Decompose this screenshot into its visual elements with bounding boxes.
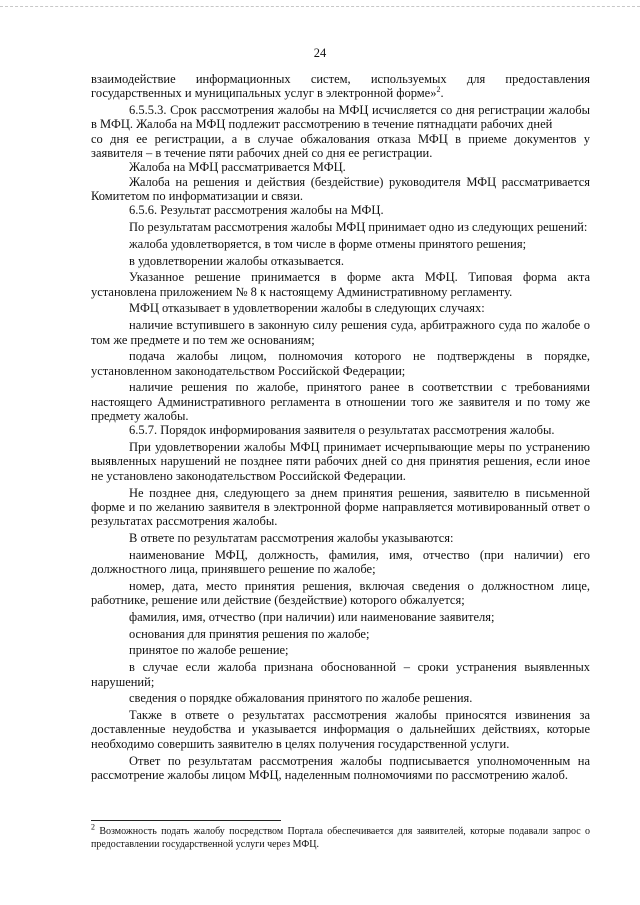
page-number: 24 [313, 46, 327, 60]
footnote [91, 822, 590, 851]
paragraph-refusal-cases: МФЦ отказывает в удовлетворении жалобы в следующих случаях: [129, 301, 485, 316]
paragraph-remedy-measures: При удовлетворении жалобы МФЦ принимает исчерпывающие меры по устранению выявленных нарушений не позднее пяти рабочих дней со дня принятия решения, если иное не установлено законодательством Российской Федерации. [91, 440, 590, 483]
heading-6-5-7: 6.5.7. Порядок информирования заявителя о результатах рассмотрения жалобы. [129, 423, 555, 438]
heading-6-5-6: 6.5.6. Результат рассмотрения жалобы на МФЦ. [129, 203, 384, 218]
paragraph-text: взаимодействие информационных систем, используемых для предоставления государственных и муниципальных услуг в электронной форме» [91, 72, 590, 101]
paragraph-interaction-continuation [91, 72, 590, 101]
document-body [91, 72, 590, 782]
paragraph-head-review: Жалоба на решения и действия (бездействие) руководителя МФЦ рассматривается Комитетом по информатизации и связи. [91, 174, 590, 203]
paragraph-answer-signature: Ответ по результатам рассмотрения жалобы подписывается уполномоченным на рассмотрение жалобы лицом МФЦ, наделенным полномочиями по рассмотрению жалоб. [91, 753, 590, 782]
paragraph-reasoned-answer: Не позднее дня, следующего за днем принятия решения, заявителю в письменной форме и по желанию заявителя в электронной форме направляется мотивированный ответ о результатах рассмотрения жалобы. [91, 485, 590, 529]
list-item-decision-grounds: основания для принятия решения по жалобе; [129, 626, 370, 641]
list-item-unconfirmed-powers: подача жалобы лицом, полномочия которого не подтверждены в порядке, установленном законодательством Российской Федерации; [91, 349, 590, 378]
footnote-separator [91, 820, 281, 821]
list-item-applicant-name: фамилия, имя, отчество (при наличии) или наименование заявителя; [129, 609, 495, 624]
list-item-prior-decision: наличие решения по жалобе, принятого ранее в соответствии с требованиями настоящего Административного регламента в отношении того же заявителя и по тому же предмету жалобы. [91, 380, 590, 424]
paragraph-6-5-5-3: 6.5.5.3. Срок рассмотрения жалобы на МФЦ исчисляется со дня регистрации жалобы в МФЦ. Жалоба на МФЦ подлежит рассмотрению в течение пятнадцати рабочих дней [91, 103, 590, 132]
footnote-marker: 2 [91, 822, 95, 832]
scan-artifact-line [0, 6, 640, 9]
list-item-court-decision: наличие вступившего в законную силу решения суда, арбитражного суда по жалобе о том же предмете и по тем же основаниям; [91, 318, 590, 347]
paragraph-act-form: Указанное решение принимается в форме акта МФЦ. Типовая форма акта установлена приложением № 8 к настоящему Административному регламенту. [91, 270, 590, 299]
paragraph-answer-contents-intro: В ответе по результатам рассмотрения жалобы указываются: [129, 530, 454, 545]
paragraph-registration-terms: со дня ее регистрации, а в случае обжалования отказа МФЦ в приеме документов у заявителя – в течение пяти рабочих дней со дня ее регистрации. [91, 131, 590, 160]
list-item-complaint-satisfied: жалоба удовлетворяется, в том числе в форме отмены принятого решения; [129, 236, 527, 251]
paragraph-decisions-intro: По результатам рассмотрения жалобы МФЦ принимает одно из следующих решений: [129, 219, 588, 234]
paragraph-mfc-review: Жалоба на МФЦ рассматривается МФЦ. [129, 160, 346, 175]
paragraph-apologies: Также в ответе о результатах рассмотрения жалобы приносятся извинения за доставленные неудобства и указывается информация о дальнейших действиях, которые необходимо совершить заявителю в целях получения государственной услуги. [91, 708, 590, 751]
list-item-remedy-terms: в случае если жалоба признана обоснованной – сроки устранения выявленных нарушений; [91, 660, 590, 689]
sentence-end: . [440, 86, 444, 101]
list-item-decision-taken: принятое по жалобе решение; [129, 643, 289, 658]
list-item-official-name: наименование МФЦ, должность, фамилия, имя, отчество (при наличии) его должностного лица, принявшего решение по жалобе; [91, 547, 590, 576]
footnote-text: Возможность подать жалобу посредством Портала обеспечивается для заявителей, которые подавали запрос о предоставлении государственной услуги через МФЦ. [91, 826, 590, 850]
list-item-appeal-procedure: сведения о порядке обжалования принятого по жалобе решения. [129, 691, 473, 706]
footnote-reference: 2 [436, 85, 441, 95]
list-item-decision-details: номер, дата, место принятия решения, включая сведения о должностном лице, работнике, решение или действие (бездействие) которого обжалуется; [91, 578, 590, 608]
list-item-complaint-refused: в удовлетворении жалобы отказывается. [129, 253, 344, 268]
